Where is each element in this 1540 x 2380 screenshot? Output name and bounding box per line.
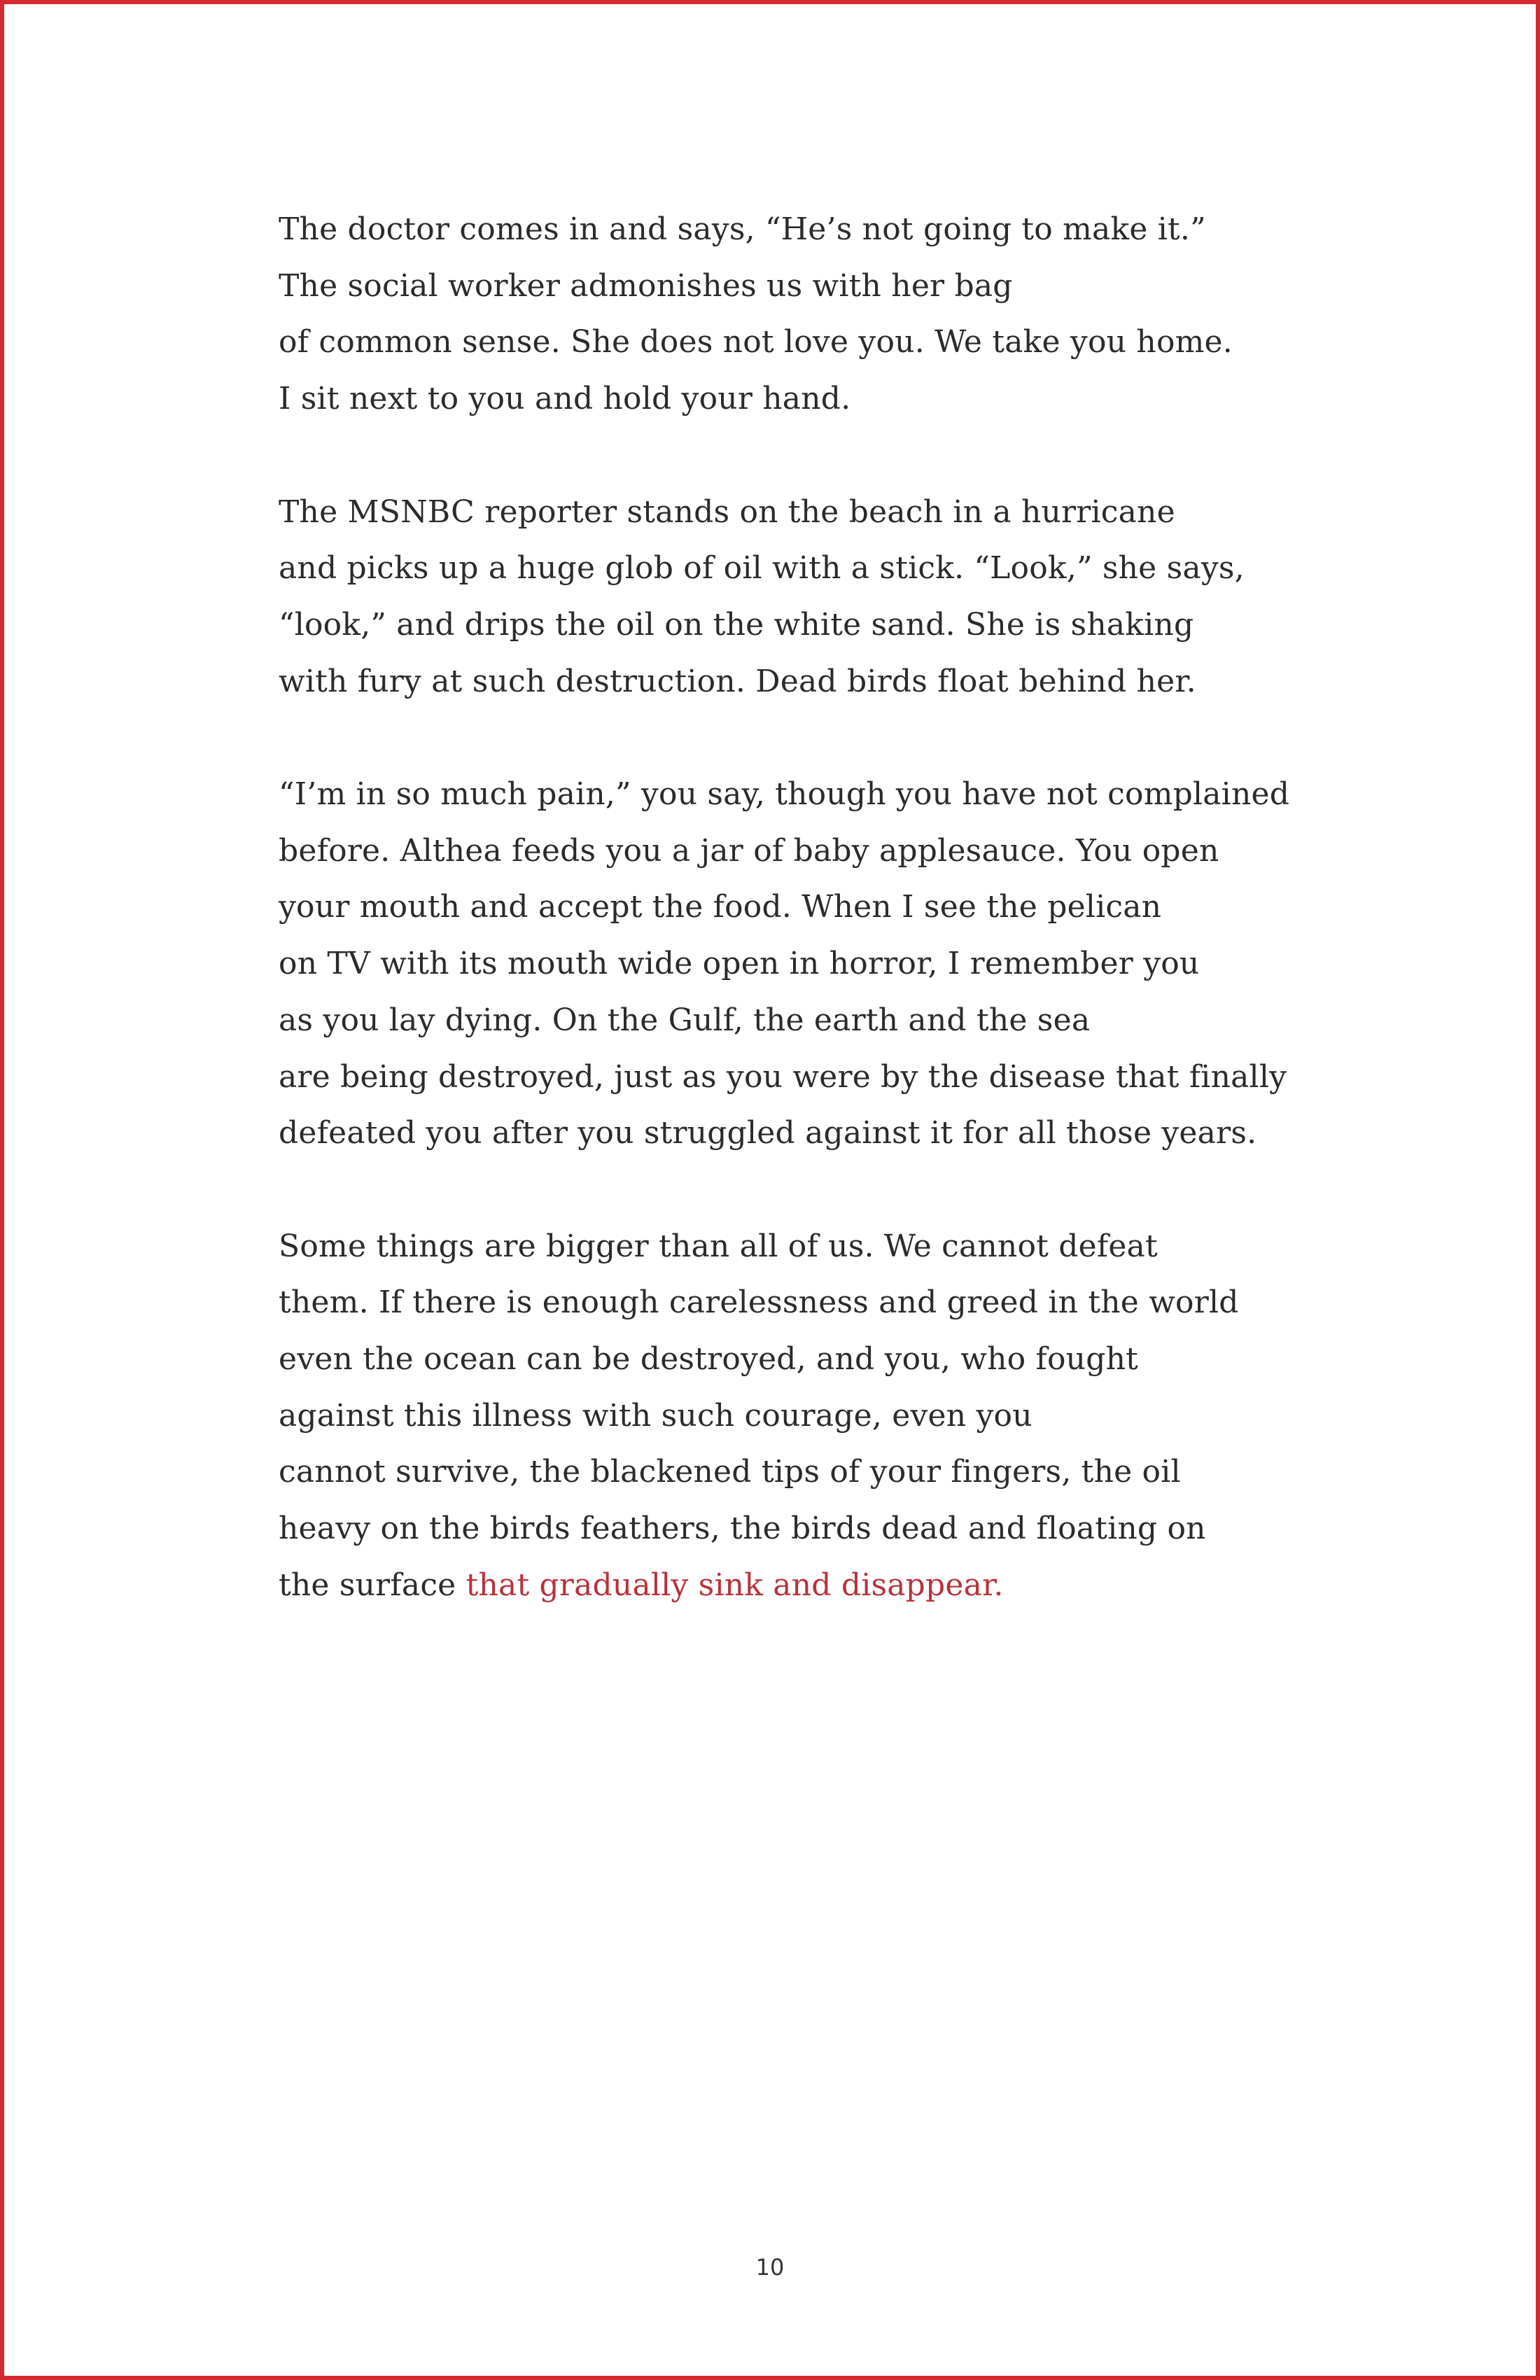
poem-line: even the ocean can be destroyed, and you, who fought [279,1341,1139,1378]
poem-line: defeated you after you struggled against it for all those years. [279,1115,1257,1152]
final-line-plain-text: the surface [279,1567,466,1603]
stanza-4 [279,1219,1329,1614]
poem-line: as you lay dying. On the Gulf, the earth and the sea [279,1002,1091,1038]
poem-line: are being destroyed, just as you were by the disease that finally [279,1058,1287,1095]
poem-line: The social worker admonishes us with her bag [279,267,1013,304]
poem-line: cannot survive, the blackened tips of your fingers, the oil [279,1454,1181,1490]
poem-line: heavy on the birds feathers, the birds dead and floating on [279,1511,1206,1547]
stanza-3 [279,766,1329,1162]
poem-line: The MSNBC reporter stands on the beach in a hurricane [279,493,1175,530]
poem-line: “I’m in so much pain,” you say, though you have not complained [279,776,1290,812]
poem-body [279,202,1329,1614]
stanza-2 [279,484,1329,710]
poem-line: your mouth and accept the food. When I see the pelican [279,889,1162,925]
page-number: 10 [755,2254,785,2281]
highlighted-closing-text: that gradually sink and disappear. [465,1567,1004,1603]
poem-line: of common sense. She does not love you. We take you home. [279,324,1233,360]
poem-line: I sit next to you and hold your hand. [279,381,851,417]
poem-line: against this illness with such courage, even you [279,1397,1032,1434]
stanza-1 [279,202,1329,428]
poem-line: and picks up a huge glob of oil with a stick. “Look,” she says, [279,550,1245,587]
poem-line: them. If there is enough carelessness and greed in the world [279,1284,1239,1321]
poem-line: with fury at such destruction. Dead birds float behind her. [279,663,1196,699]
poem-line: The doctor comes in and says, “He’s not going to make it.” [279,211,1206,247]
poem-line: before. Althea feeds you a jar of baby applesauce. You open [279,832,1219,869]
poem-line: “look,” and drips the oil on the white sand. She is shaking [279,606,1194,643]
poem-final-line [279,1558,1329,1614]
poem-line: Some things are bigger than all of us. We cannot defeat [279,1228,1158,1264]
poem-line: on TV with its mouth wide open in horror, I remember you [279,946,1200,982]
